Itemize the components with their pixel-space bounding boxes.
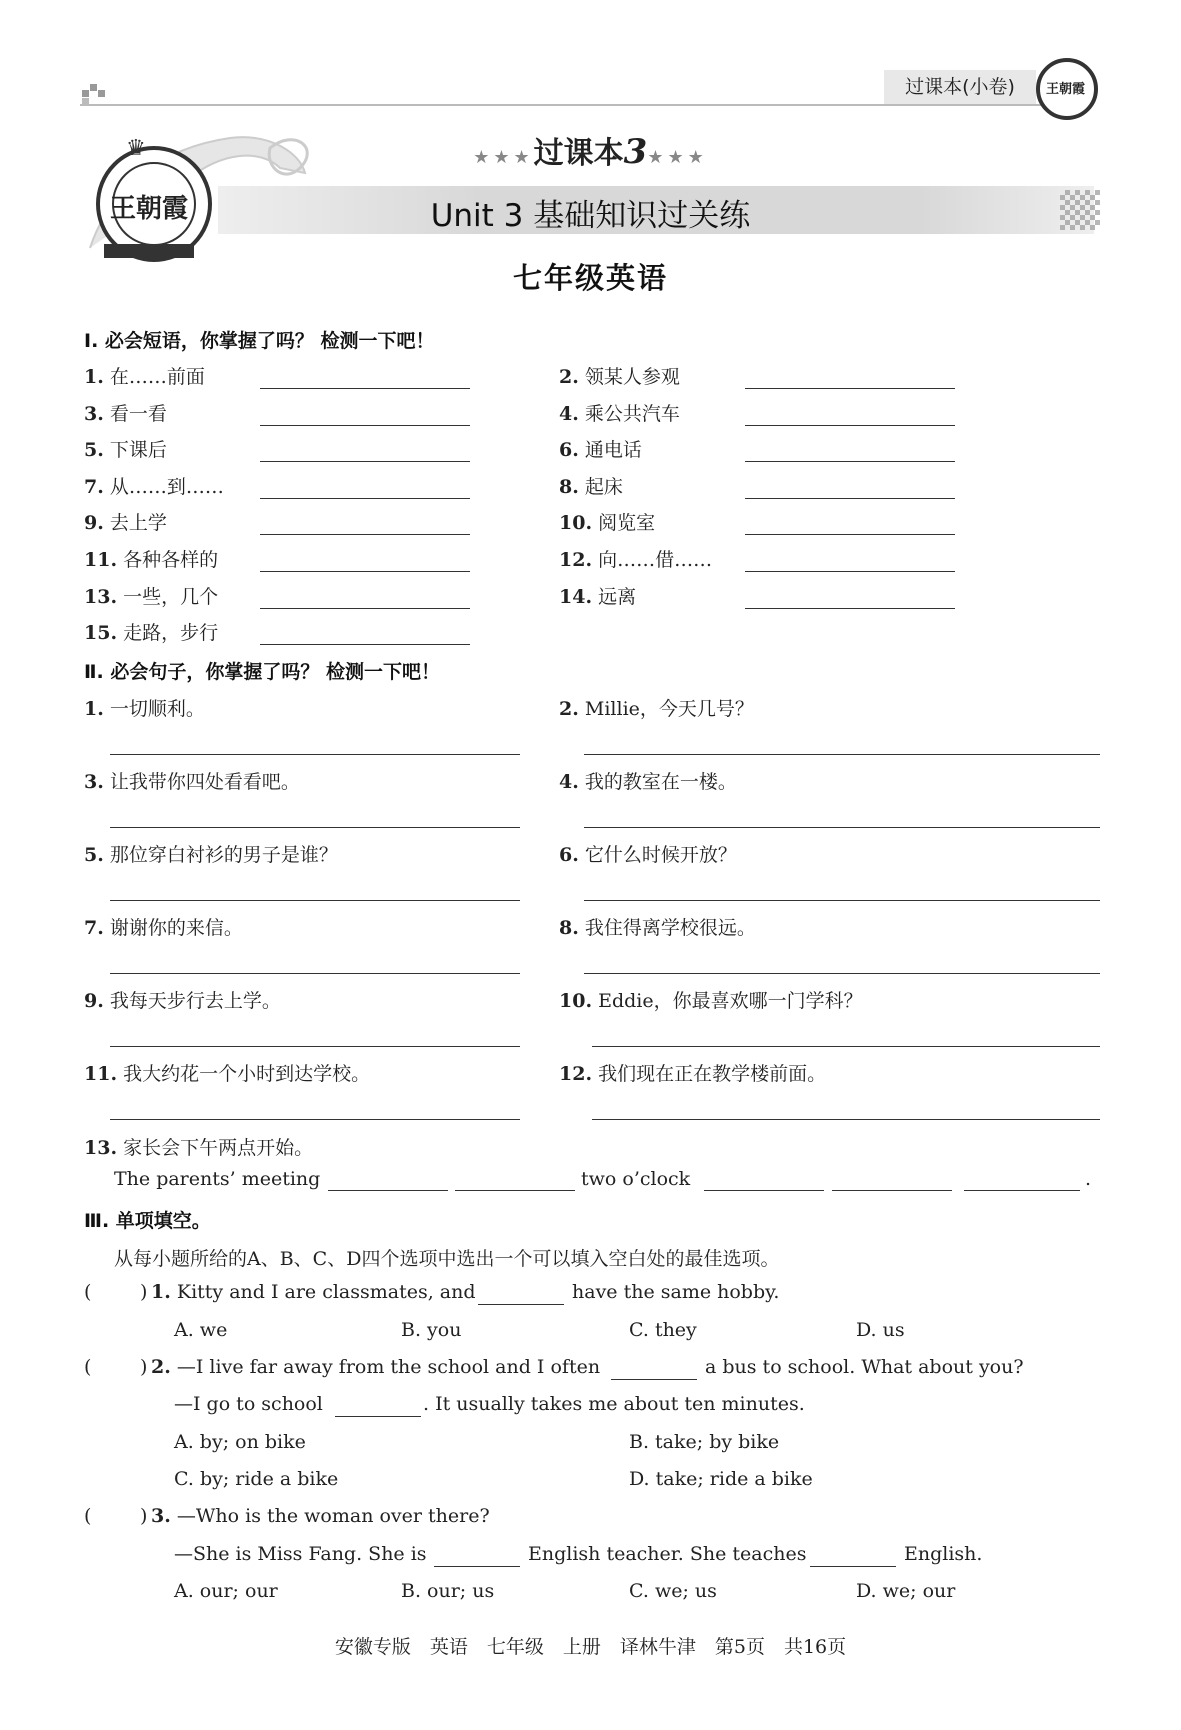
sentence-item: 3. 让我带你四处看看吧。 (84, 771, 300, 793)
phrase-item: 15. 走路，步行 (84, 622, 219, 644)
answer-paren-close: ) (140, 1356, 148, 1378)
banner-title: Unit 3 基础知识过关练 (430, 198, 751, 234)
answer-paren-open: ( (84, 1505, 92, 1527)
blank[interactable] (335, 1416, 421, 1417)
sentence-item: 5. 那位穿白衬衫的男子是谁？ (84, 844, 338, 866)
answer-line[interactable] (110, 827, 520, 828)
answer-blank[interactable] (260, 461, 470, 462)
sentence-item: 6. 它什么时候开放？ (559, 844, 737, 866)
answer-line[interactable] (110, 1046, 520, 1047)
phrase-item: 13. 一些，几个 (84, 586, 219, 608)
sentence-13-part2: two o’clock (581, 1168, 691, 1190)
phrase-item: 5. 下课后 (84, 439, 167, 461)
option: B. you (401, 1319, 462, 1341)
phrase-item: 14. 远离 (559, 586, 637, 608)
section3-heading: Ⅲ. 单项填空。 (84, 1210, 211, 1232)
phrase-item: 1. 在……前面 (84, 366, 205, 388)
option: B. our; us (401, 1580, 495, 1602)
option: A. by; on bike (174, 1431, 306, 1453)
answer-paren-open: ( (84, 1356, 92, 1378)
section3-instruction: 从每小题所给的A、B、C、D四个选项中选出一个可以填入空白处的最佳选项。 (114, 1248, 780, 1270)
phrase-item: 12. 向……借…… (559, 549, 713, 571)
sentence-item: 9. 我每天步行去上学。 (84, 990, 281, 1012)
phrase-item: 6. 通电话 (559, 439, 642, 461)
blank[interactable] (434, 1566, 520, 1567)
sentence-item: 10. Eddie，你最喜欢哪一门学科？ (559, 990, 863, 1012)
blank[interactable] (810, 1566, 896, 1567)
q3-stem: 3. —Who is the woman over there? (151, 1505, 490, 1527)
option: D. take; ride a bike (629, 1468, 813, 1490)
sentence-13-part1: The parents’ meeting (114, 1168, 321, 1190)
answer-blank[interactable] (745, 461, 955, 462)
blank[interactable] (964, 1190, 1080, 1191)
sentence-item: 7. 谢谢你的来信。 (84, 917, 243, 939)
answer-blank[interactable] (260, 388, 470, 389)
phrase-item: 10. 阅览室 (559, 512, 656, 534)
blank[interactable] (611, 1379, 697, 1380)
phrase-item: 3. 看一看 (84, 403, 167, 425)
answer-line[interactable] (592, 1119, 1100, 1120)
option: C. by; ride a bike (174, 1468, 339, 1490)
option: C. they (629, 1319, 697, 1341)
sentence-13: 13. 家长会下午两点开始。 (84, 1137, 314, 1159)
sentence-item: 1. 一切顺利。 (84, 698, 205, 720)
answer-line[interactable] (584, 754, 1100, 755)
answer-paren-close: ) (140, 1505, 148, 1527)
option: D. us (856, 1319, 905, 1341)
q2-stem: 2. —I live far away from the school and I often (151, 1356, 601, 1378)
answer-line[interactable] (110, 973, 520, 974)
answer-paren-open: ( (84, 1281, 92, 1303)
option: D. we; our (856, 1580, 956, 1602)
answer-blank[interactable] (745, 608, 955, 609)
header-rule (80, 104, 1090, 106)
page-title-top: ★★★过课本3★★★ (473, 132, 708, 172)
page-footer: 安徽专版 英语 七年级 上册 译林牛津 第5页 共16页 (334, 1636, 847, 1658)
answer-line[interactable] (110, 900, 520, 901)
phrase-item: 4. 乘公共汽车 (559, 403, 680, 425)
answer-blank[interactable] (745, 498, 955, 499)
sentence-item: 12. 我们现在正在教学楼前面。 (559, 1063, 827, 1085)
sentence-item: 8. 我住得离学校很远。 (559, 917, 756, 939)
answer-blank[interactable] (260, 425, 470, 426)
small-brand-seal: 王朝霞 (1036, 58, 1098, 120)
phrase-item: 8. 起床 (559, 476, 623, 498)
answer-blank[interactable] (745, 534, 955, 535)
answer-blank[interactable] (260, 644, 470, 645)
answer-box-2[interactable] (96, 1355, 136, 1381)
sentence-item: 11. 我大约花一个小时到达学校。 (84, 1063, 371, 1085)
phrase-item: 9. 去上学 (84, 512, 167, 534)
answer-blank[interactable] (260, 534, 470, 535)
brand-name: 王朝霞 (110, 194, 189, 224)
option: B. take; by bike (629, 1431, 780, 1453)
answer-line[interactable] (110, 1119, 520, 1120)
blank[interactable] (704, 1190, 824, 1191)
phrase-item: 2. 领某人参观 (559, 366, 680, 388)
blank[interactable] (328, 1190, 448, 1191)
answer-line[interactable] (584, 827, 1100, 828)
answer-line[interactable] (584, 900, 1100, 901)
option: A. our; our (174, 1580, 278, 1602)
blank[interactable] (832, 1190, 952, 1191)
header-tab: 过课本(小卷) (884, 70, 1036, 104)
q1-stem: 1. Kitty and I are classmates, and (151, 1281, 476, 1303)
blank[interactable] (478, 1304, 564, 1305)
section2-heading: Ⅱ. 必会句子，你掌握了吗？ 检测一下吧！ (84, 661, 440, 683)
page-subtitle: 七年级英语 (512, 261, 668, 295)
phrase-item: 7. 从……到…… (84, 476, 224, 498)
answer-blank[interactable] (260, 608, 470, 609)
answer-blank[interactable] (260, 498, 470, 499)
answer-blank[interactable] (260, 571, 470, 572)
answer-line[interactable] (584, 973, 1100, 974)
option: C. we; us (629, 1580, 717, 1602)
sentence-item: 2. Millie，今天几号？ (559, 698, 754, 720)
sentence-item: 4. 我的教室在一楼。 (559, 771, 737, 793)
answer-line[interactable] (592, 1046, 1100, 1047)
answer-blank[interactable] (745, 388, 955, 389)
answer-box-3[interactable] (96, 1504, 136, 1530)
option: A. we (174, 1319, 228, 1341)
answer-blank[interactable] (745, 425, 955, 426)
crown-icon: ♛ (126, 136, 146, 161)
blank[interactable] (455, 1190, 575, 1191)
answer-line[interactable] (110, 754, 520, 755)
answer-paren-close: ) (140, 1281, 148, 1303)
section1-heading: Ⅰ. 必会短语，你掌握了吗？ 检测一下吧！ (84, 330, 435, 352)
answer-blank[interactable] (745, 571, 955, 572)
phrase-item: 11. 各种各样的 (84, 549, 219, 571)
answer-box-1[interactable] (96, 1280, 136, 1306)
